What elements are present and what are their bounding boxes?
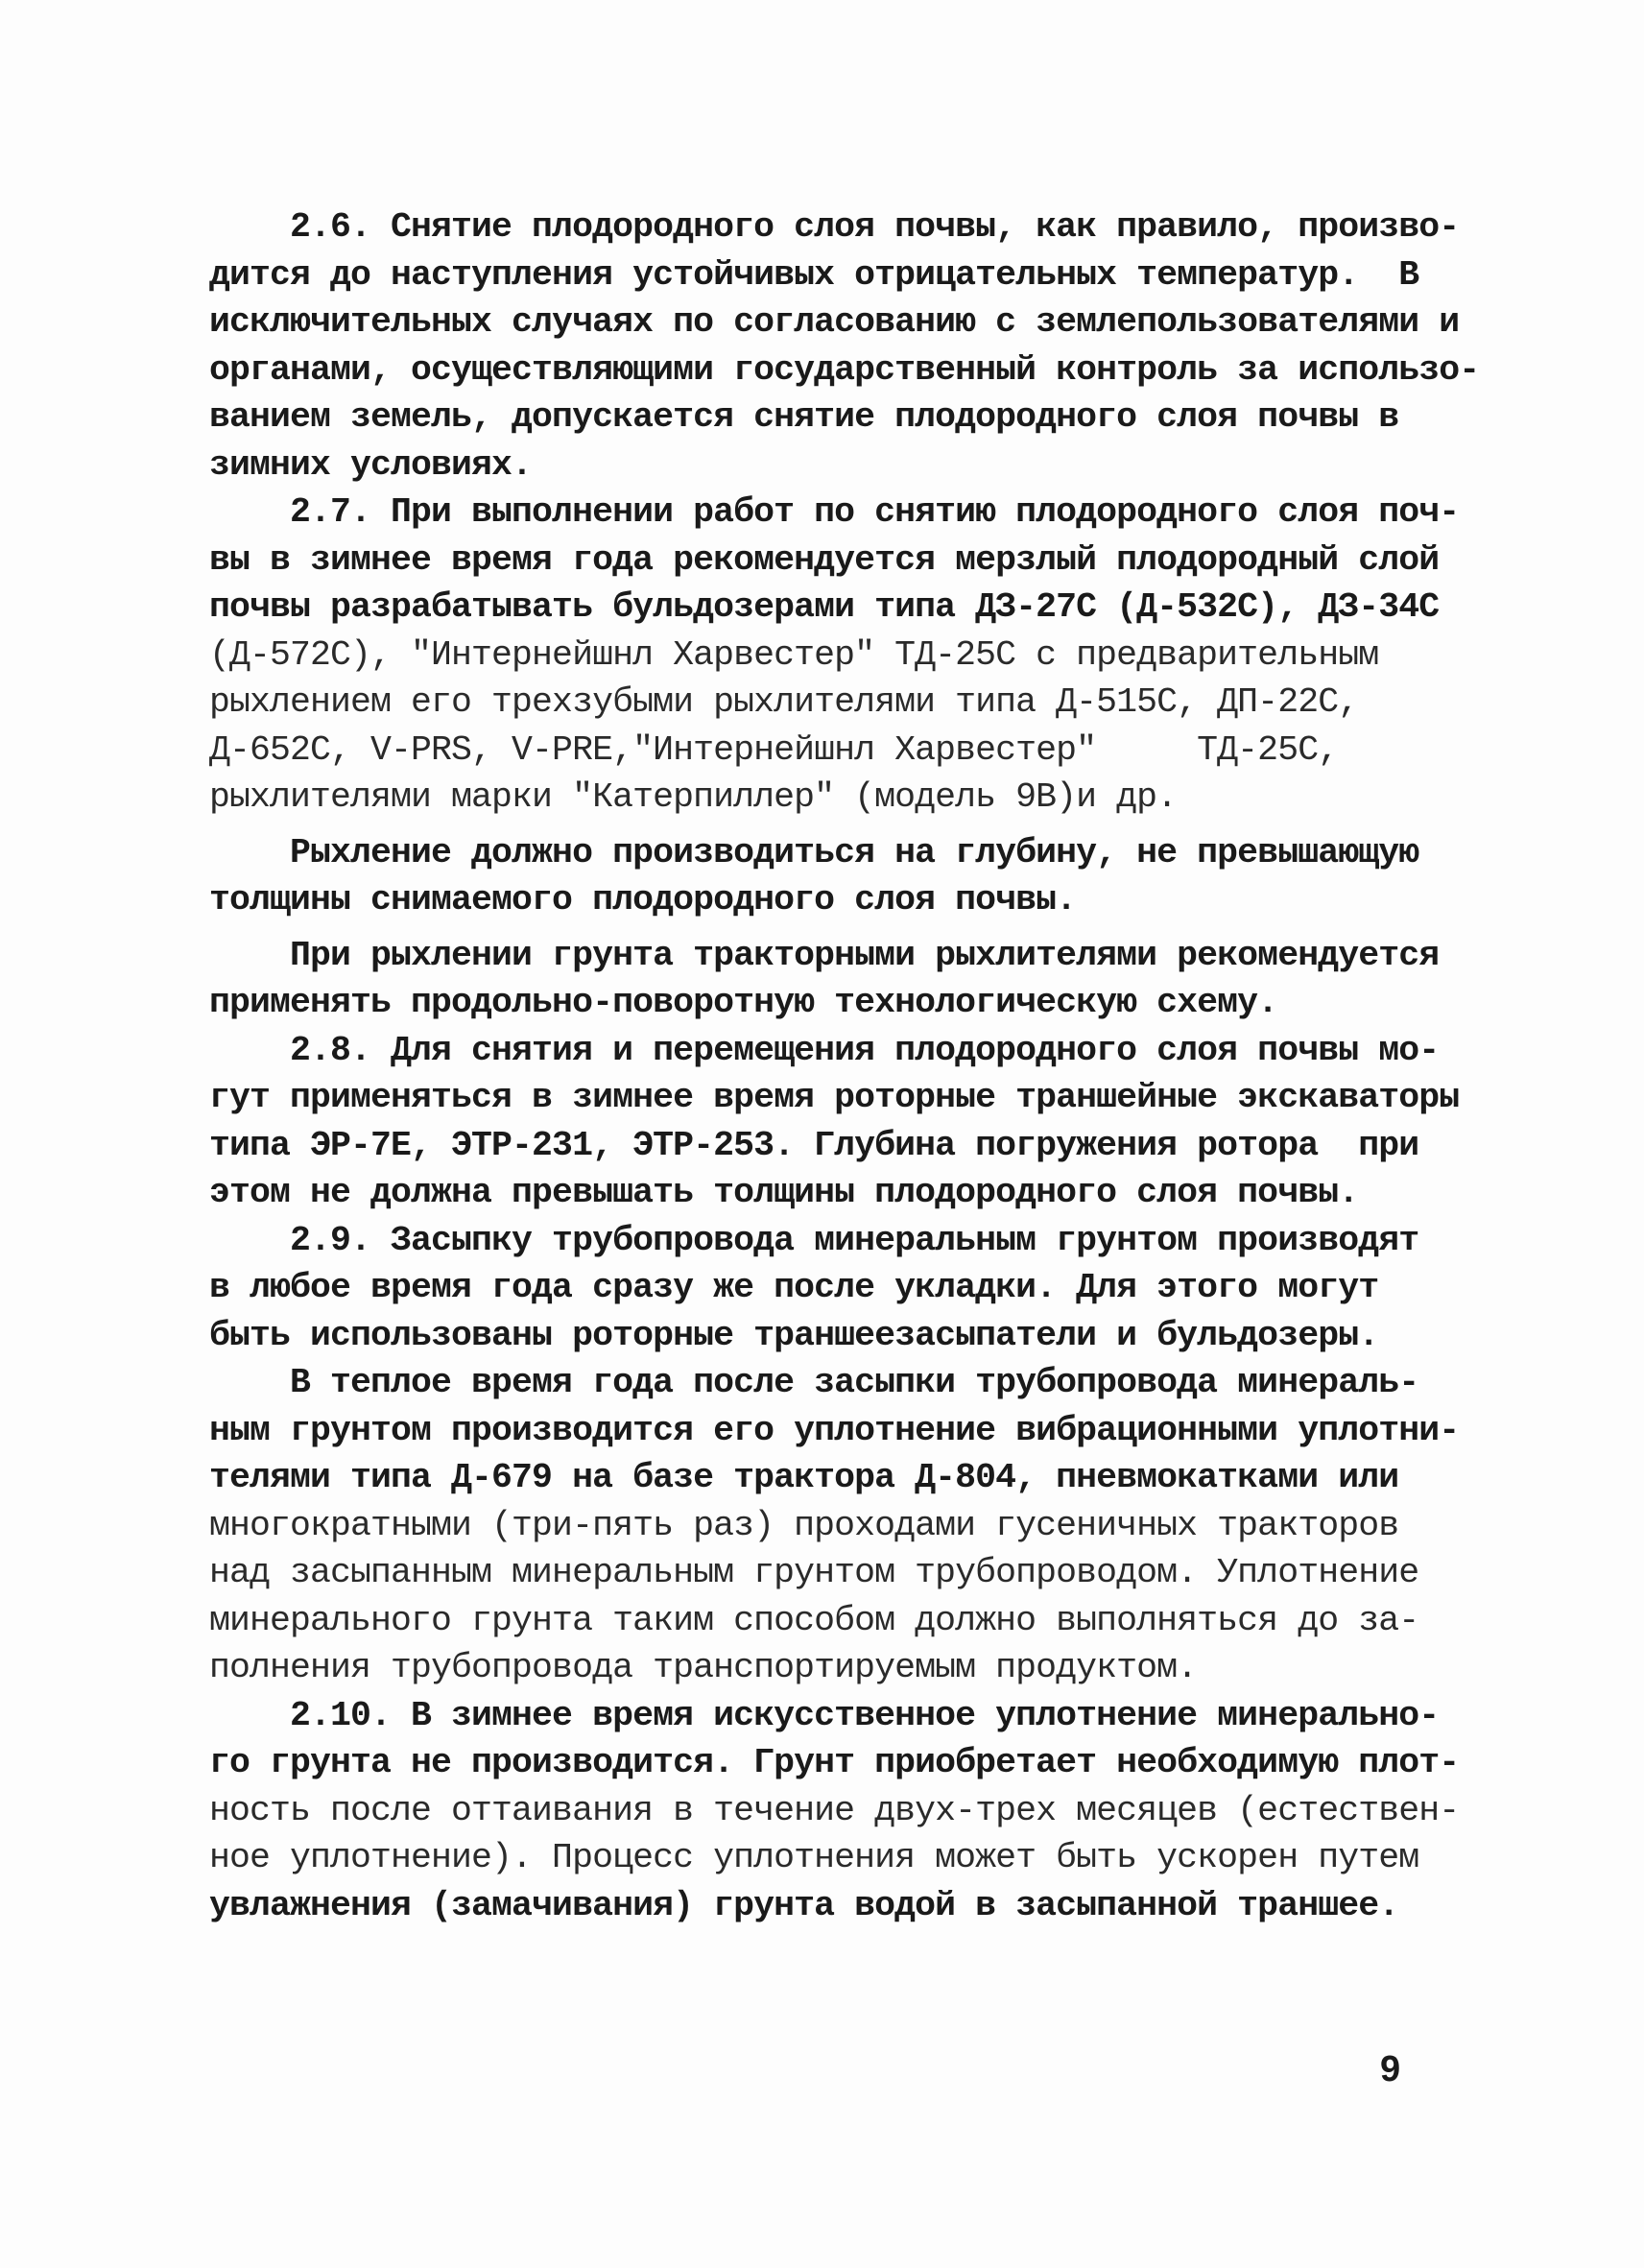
text-line: 2.10. В зимнее время искусственное уплотнение минерально-	[209, 1695, 1440, 1735]
text-line: Рыхление должно производиться на глубину, не превышающую	[209, 832, 1419, 872]
paragraph-gap	[209, 822, 1457, 829]
text-line: минерального грунта таким способом должно выполняться до за-	[209, 1600, 1419, 1640]
text-line: ность после оттаивания в течение двух-трех месяцев (естествен-	[209, 1790, 1460, 1830]
text-line: Д-652С, V-PRS, V-PRE,"Интернейшнл Харвестер" ТД-25С,	[209, 729, 1339, 770]
text-line: типа ЭР-7Е, ЭТР-231, ЭТР-253. Глубина погружения ротора при	[209, 1125, 1419, 1165]
text-line: ным грунтом производится его уплотнение вибрационными уплотни-	[209, 1410, 1460, 1450]
text-line: полнения трубопровода транспортируемым продуктом.	[209, 1648, 1198, 1687]
text-line: над засыпанным минеральным грунтом трубопроводом. Уплотнение	[209, 1553, 1419, 1592]
text-line: зимних условиях.	[209, 444, 533, 485]
text-line: (Д-572С), "Интернейшнл Харвестер" ТД-25С с предварительным	[209, 634, 1379, 675]
body-text	[209, 203, 1480, 1929]
text-line: В теплое время года после засыпки трубопровода минераль-	[209, 1363, 1419, 1402]
text-line: рыхлителями марки "Катерпиллер" (модель 9В)и др.	[209, 777, 1178, 817]
text-line: 2.8. Для снятия и перемещения плодородного слоя почвы мо-	[209, 1030, 1440, 1070]
text-line: При рыхлении грунта тракторными рыхлителями рекомендуется	[209, 935, 1440, 975]
text-line: гут применяться в зимнее время роторные траншейные экскаваторы	[209, 1078, 1460, 1117]
text-line: увлажнения (замачивания) грунта водой в засыпанной траншее.	[209, 1885, 1399, 1925]
text-line: почвы разрабатывать бульдозерами типа ДЗ-27С (Д-532С), ДЗ-34С	[209, 587, 1440, 627]
text-line: исключительных случаях по согласованию с землепользователями и	[209, 302, 1460, 342]
text-line: быть использованы роторные траншеезасыпатели и бульдозеры.	[209, 1315, 1379, 1355]
text-line: рыхлением его трехзубыми рыхлителями типа Д-515С, ДП-22С,	[209, 682, 1359, 722]
text-line: ное уплотнение). Процесс уплотнения может быть ускорен путем	[209, 1838, 1419, 1877]
text-line: 2.6. Снятие плодородного слоя почвы, как правило, произво-	[209, 207, 1460, 247]
text-line: органами, осуществляющими государственный контроль за использо-	[209, 349, 1480, 390]
paragraph-gap	[209, 924, 1457, 932]
text-line: го грунта не производится. Грунт приобретает необходимую плот-	[209, 1743, 1460, 1782]
text-line: дится до наступления устойчивых отрицательных температур. В	[209, 254, 1419, 295]
text-line: ванием земель, допускается снятие плодородного слоя почвы в	[209, 397, 1399, 437]
text-line: 2.9. Засыпку трубопровода минеральным грунтом производят	[209, 1220, 1419, 1260]
page-number: 9	[1380, 2049, 1401, 2089]
text-line: 2.7. При выполнении работ по снятию плодородного слоя поч-	[209, 492, 1460, 532]
text-line: вы в зимнее время года рекомендуется мерзлый плодородный слой	[209, 539, 1440, 580]
text-line: толщины снимаемого плодородного слоя почвы.	[209, 880, 1077, 919]
text-line: телями типа Д-679 на базе трактора Д-804, пневмокатками или	[209, 1458, 1399, 1497]
text-line: применять продольно-поворотную технологическую схему.	[209, 983, 1278, 1022]
text-line: этом не должна превышать толщины плодородного слоя почвы.	[209, 1173, 1359, 1212]
text-line: многократными (три-пять раз) проходами гусеничных тракторов	[209, 1505, 1399, 1545]
text-line: в любое время года сразу же после укладки. Для этого могут	[209, 1268, 1379, 1307]
